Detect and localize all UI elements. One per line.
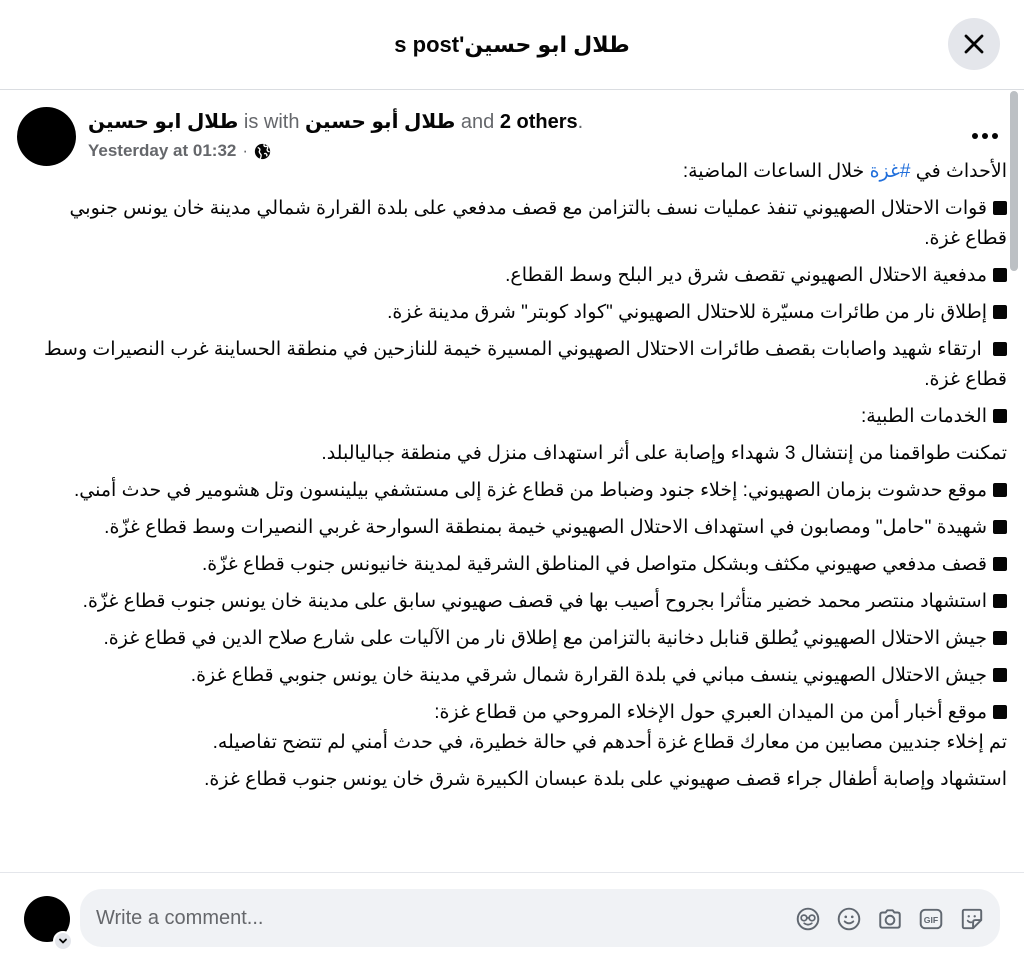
emoji-button[interactable]	[834, 904, 863, 933]
gif-button[interactable]	[916, 904, 945, 933]
profile-switch-button[interactable]	[53, 931, 73, 951]
sticker-icon	[959, 906, 985, 932]
square-bullet-icon	[993, 557, 1007, 571]
post-intro: الأحداث في #غزة خلال الساعات الماضية:	[682, 161, 1007, 182]
post-item: موقع حدشوت بزمان الصهيوني: إخلاء جنود وضباط من قطاع غزة إلى مستشفي بيلينسون وتل هشومير في حدث أمني.	[24, 476, 1007, 506]
author-line	[88, 109, 583, 134]
others-link[interactable]: 2 others	[499, 111, 578, 133]
with-text: is with	[243, 111, 300, 133]
post-line-cut: استشهاد وإصابة أطفال جراء قصف صهيوني على بلدة عبسان الكبيرة شرق خان يونس جنوب قطاع غزة.	[204, 769, 1007, 790]
dialog-title: طلال ابو حسين's post	[394, 32, 630, 57]
square-bullet-icon	[993, 201, 1007, 215]
camera-button[interactable]	[875, 904, 904, 933]
gif-icon	[918, 906, 944, 932]
square-bullet-icon	[993, 520, 1007, 534]
emoji-icon	[836, 906, 862, 932]
and-text: and	[460, 111, 495, 133]
post-item: جيش الاحتلال الصهيوني ينسف مباني في بلدة القرارة شمال شرقي مدينة خان يونس جنوبي قطاع غزة.	[24, 661, 1007, 691]
post-item: ارتقاء شهيد واصابات بقصف طائرات الاحتلال الصهيوني المسيرة خيمة للنازحين في منطقة الحساينة غرب النصيرات وسط قطاع غزة.	[44, 339, 1007, 390]
post-item: موقع أخبار أمن من الميدان العبري حول الإخلاء المروحي من قطاع غزة:	[24, 698, 1007, 728]
comment-composer	[0, 872, 1024, 973]
post-item: مدفعية الاحتلال الصهيوني تقصف شرق دير البلح وسط القطاع.	[24, 261, 1007, 291]
post-line: تم إخلاء جنديين مصابين من معارك قطاع غزة أحدهم في حالة خطيرة، في حدث أمني لم تتضح تفاصيله.	[212, 732, 1007, 753]
post-item: الخدمات الطبية:	[24, 402, 1007, 432]
close-icon	[963, 33, 985, 55]
period-text: .	[577, 111, 584, 133]
hashtag-link[interactable]: #غزة	[869, 161, 911, 182]
square-bullet-icon	[993, 594, 1007, 608]
square-bullet-icon	[993, 631, 1007, 645]
chevron-down-icon	[58, 936, 68, 946]
post-scroll-area[interactable]	[0, 91, 1024, 872]
more-icon	[971, 132, 999, 140]
close-button[interactable]	[948, 18, 1000, 70]
avatar-sticker-button[interactable]	[793, 904, 822, 933]
comment-tools	[793, 904, 986, 933]
square-bullet-icon	[993, 305, 1007, 319]
meta-separator: ·	[242, 141, 249, 160]
dialog-header	[0, 0, 1024, 90]
post-line: تمكنت طواقمنا من إنتشال 3 شهداء وإصابة على أثر استهداف منزل في منطقة جباليالبلد.	[321, 443, 1007, 464]
post-timestamp[interactable]: Yesterday at 01:32	[88, 141, 237, 160]
square-bullet-icon	[993, 668, 1007, 682]
post-item: قوات الاحتلال الصهيوني تنفذ عمليات نسف بالتزامن مع قصف مدفعي على بلدة القرارة شمالي مدينة خان يونس جنوبي قطاع غزة.	[69, 198, 1007, 249]
author-name-link[interactable]: طلال ابو حسين	[88, 111, 239, 133]
square-bullet-icon	[993, 483, 1007, 497]
svg-text:GIF: GIF	[923, 914, 938, 925]
post-options-button[interactable]	[965, 121, 1005, 151]
post-text	[24, 157, 1007, 802]
post-header	[17, 105, 1007, 165]
post-item: جيش الاحتلال الصهيوني يُطلق قنابل دخانية بالتزامن مع إطلاق نار من الآليات على شارع صلاح الدين في قطاع غزة.	[24, 624, 1007, 654]
post-item: قصف مدفعي صهيوني مكثف وبشكل متواصل في المناطق الشرقية لمدينة خانيونس جنوب قطاع غزّة.	[24, 550, 1007, 580]
tagged-person-link[interactable]: طلال أبو حسين	[305, 111, 456, 133]
square-bullet-icon	[993, 342, 1007, 356]
post-item: شهيدة "حامل" ومصابون في استهداف الاحتلال الصهيوني خيمة بمنطقة السوارحة غربي النصيرات وسط قطاع غزّة.	[24, 513, 1007, 543]
scrollbar-thumb[interactable]	[1010, 91, 1018, 271]
square-bullet-icon	[993, 705, 1007, 719]
square-bullet-icon	[993, 409, 1007, 423]
square-bullet-icon	[993, 268, 1007, 282]
post-item: استشهاد منتصر محمد خضير متأثرا بجروح أصيب بها في قصف صهيوني سابق على مدينة خان يونس جنوب قطاع غزّة.	[24, 587, 1007, 617]
camera-icon	[877, 906, 903, 932]
post-item: إطلاق نار من طائرات مسيّرة للاحتلال الصهيوني "كواد كوبتر" شرق مدينة غزة.	[24, 298, 1007, 328]
sticker-button[interactable]	[957, 904, 986, 933]
comment-box[interactable]	[80, 889, 1000, 947]
comment-input[interactable]	[96, 889, 776, 947]
avatar-sticker-icon	[795, 906, 821, 932]
